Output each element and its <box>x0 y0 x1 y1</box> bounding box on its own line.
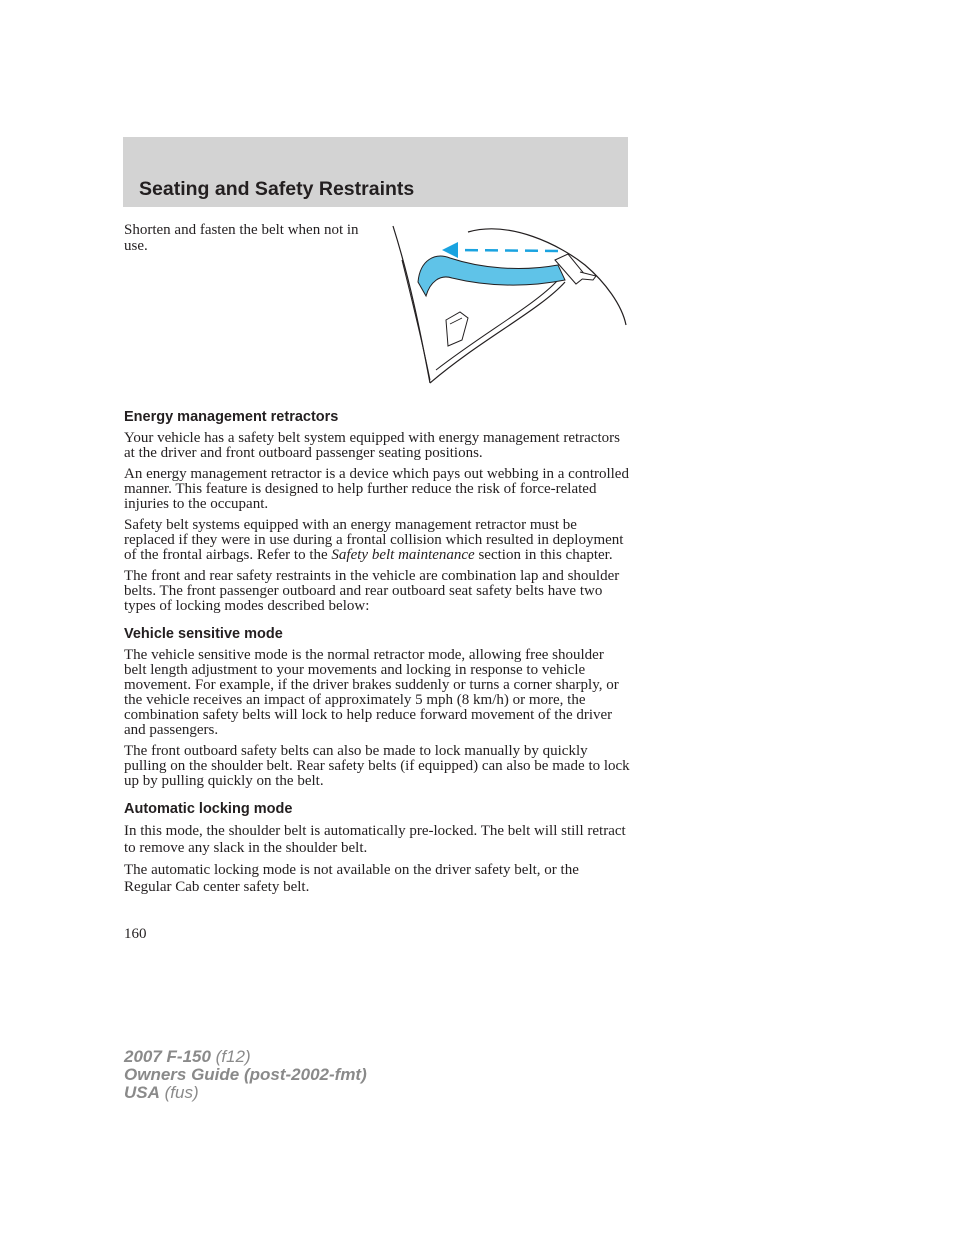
paragraph: The front and rear safety restraints in the vehicle are combination lap and shoulder belts. The front passenger outboard and rear outboard seat safety belts have two types of locking modes described below: <box>124 568 620 614</box>
heading-automatic-locking: Automatic locking mode <box>124 801 293 817</box>
paragraph: Your vehicle has a safety belt system equipped with energy management retractors at the driver and front outboard passenger seating positions. <box>124 430 620 461</box>
heading-energy-management: Energy management retractors <box>124 409 339 425</box>
page-number: 160 <box>124 926 147 942</box>
direction-arrow-head <box>442 242 458 258</box>
document-footer: 2007 F-150 (f12) Owners Guide (post-2002-fmt) USA (fus) <box>124 1047 367 1102</box>
paragraph: The automatic locking mode is not available on the driver safety belt, or the Regular Cab center safety belt. <box>124 862 579 895</box>
main-content <box>124 409 630 901</box>
paragraph: The front outboard safety belts can also be made to lock manually by quickly pulling on the shoulder belt. Rear safety belts (if equipped) can also be made to lock up by pulling quickly on the belt. <box>124 743 630 789</box>
seat-outline-outer <box>393 226 430 383</box>
section-header-band <box>123 137 628 207</box>
paragraph: Safety belt systems equipped with an energy management retractor must be replaced if they were in use during a frontal collision which resulted in deployment of the frontal airbags. Refer to the Safety belt maintenance section in this chapter. <box>124 517 624 563</box>
buckle <box>446 312 468 346</box>
paragraph: The vehicle sensitive mode is the normal retractor mode, allowing free shoulder belt length adjustment to your movements and locking in response to vehicle movement. For example, if the driver brakes suddenly or turns a corner sharply, or the vehicle receives an impact of approximately 5 mph (8 km/h) or more, the combination safety belts will lock to help reduce forward movement of the driver and passengers. <box>124 647 619 738</box>
direction-arrow-line <box>456 250 558 251</box>
intro-text: Shorten and fasten the belt when not in use. <box>124 222 359 254</box>
paragraph: In this mode, the shoulder belt is automatically pre-locked. The belt will still retract to remove any slack in the shoulder belt. <box>124 823 626 856</box>
cross-reference: Safety belt maintenance <box>331 547 475 563</box>
paragraph: An energy management retractor is a device which pays out webbing in a controlled manner. This feature is designed to help further reduce the risk of force-related injuries to the occupant. <box>124 466 629 512</box>
heading-vehicle-sensitive: Vehicle sensitive mode <box>124 626 283 642</box>
section-title: Seating and Safety Restraints <box>139 178 415 200</box>
belt-webbing <box>418 256 565 296</box>
safety-belt-illustration <box>390 220 630 390</box>
